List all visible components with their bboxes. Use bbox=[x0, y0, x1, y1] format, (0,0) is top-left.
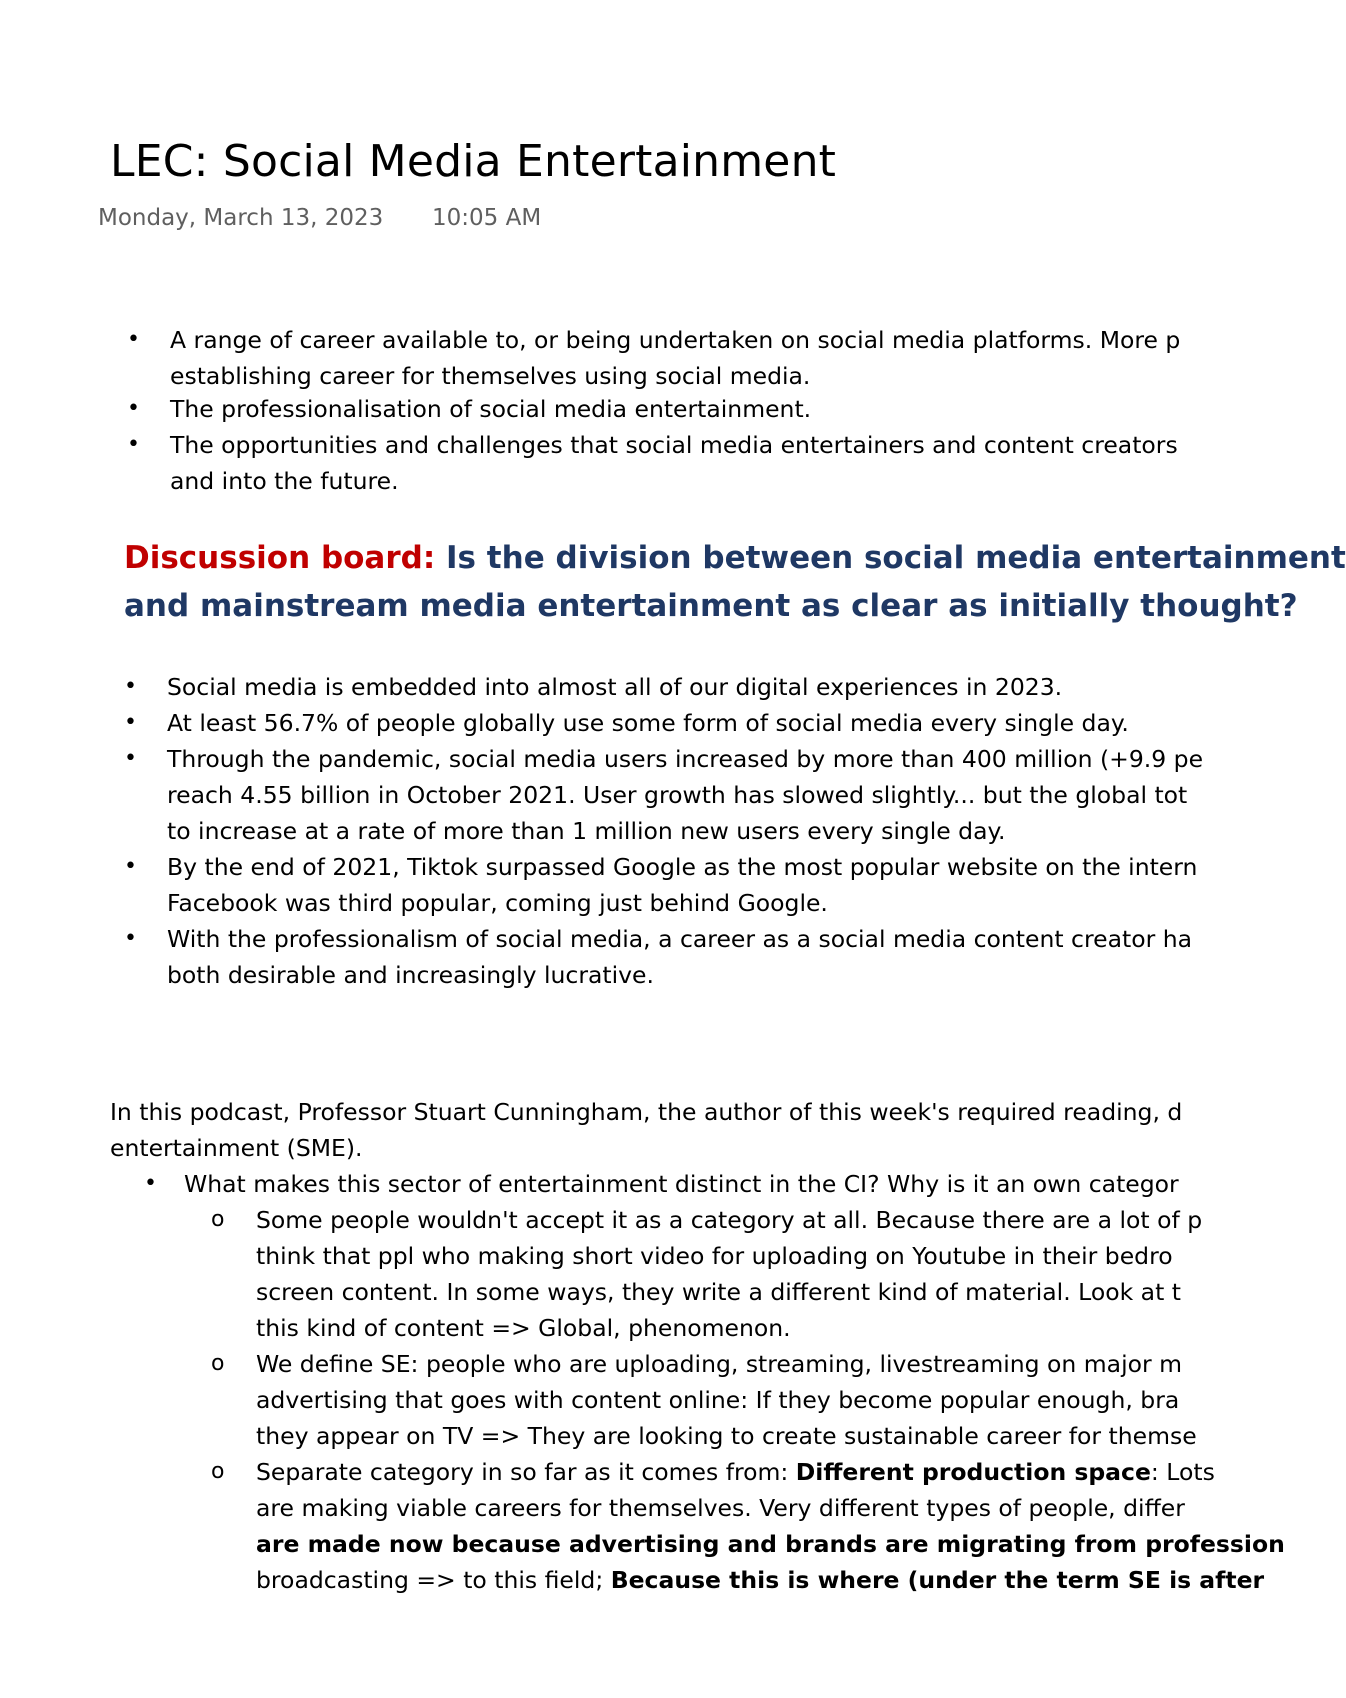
list-item: o Some people wouldn't accept it as a category at all. Because there are a lot of p think that ppl who making short video for uploading on Youtube in their bedro screen content. In some ways, they write a different kind of material. Look at t this kind of content => Global, phenomenon. bbox=[256, 1202, 1285, 1346]
list-item: • The professionalisation of social media entertainment. bbox=[170, 391, 1180, 427]
podcast-sub-list bbox=[211, 1202, 1285, 1594]
bullet-icon: • bbox=[124, 854, 137, 879]
bullet-icon: • bbox=[127, 432, 140, 457]
note-time: 10:05 AM bbox=[432, 205, 542, 231]
note-date: Monday, March 13, 2023 bbox=[98, 205, 384, 231]
bullet-icon: • bbox=[144, 1171, 157, 1196]
podcast-section bbox=[110, 1094, 1285, 1594]
podcast-intro-line2: entertainment (SME). bbox=[110, 1134, 363, 1162]
bullet-icon: • bbox=[127, 396, 140, 421]
bullet-icon: • bbox=[124, 926, 137, 951]
discussion-label: Discussion board: bbox=[124, 540, 436, 576]
list-item: • At least 56.7% of people globally use some form of social media every single day. bbox=[167, 705, 1203, 741]
discussion-question-line1: Is the division between social media entertainment bbox=[435, 540, 1346, 576]
discussion-heading bbox=[124, 534, 1346, 630]
list-item: o Separate category in so far as it comes from: Different production space: Lots are making viable careers for themselves. Very different types of people, differ are made now because advertising and brands are migrating from profession broadcasting => to this field; Because this is where (under the term SE is after bbox=[256, 1454, 1285, 1580]
list-item: o We define SE: people who are uploading, streaming, livestreaming on major m advertising that goes with content online: If they become popular enough, bra they appear on TV => They are looking to create sustainable career for themse bbox=[256, 1346, 1285, 1454]
discussion-question-line2: and mainstream media entertainment as clear as initially thought? bbox=[124, 588, 1298, 624]
bullet-icon: • bbox=[124, 746, 137, 771]
podcast-question-list bbox=[144, 1166, 1285, 1594]
list-item: • Through the pandemic, social media users increased by more than 400 million (+9.9 pe reach 4.55 billion in October 2021. User growth has slowed slightly... but the global tot to increase at a rate of more than 1 million new users every single day. bbox=[167, 741, 1203, 849]
circle-bullet-icon: o bbox=[211, 1459, 225, 1484]
list-item: • The opportunities and challenges that social media entertainers and content creators and into the future. bbox=[170, 427, 1180, 499]
cut-off-line: broadcasting => to this field; Because this is where (under the term SE is after bbox=[256, 1566, 1265, 1594]
bullet-icon: • bbox=[124, 674, 137, 699]
list-item: • Social media is embedded into almost all of our digital experiences in 2023. bbox=[167, 669, 1203, 705]
list-item: • A range of career available to, or being undertaken on social media platforms. More p establishing career for themselves using social media. bbox=[170, 322, 1180, 394]
circle-bullet-icon: o bbox=[211, 1351, 225, 1376]
list-item: • With the professionalism of social media, a career as a social media content creator ha both desirable and increasingly lucrative. bbox=[167, 921, 1203, 993]
podcast-question: What makes this sector of entertainment distinct in the CI? Why is it an own categor bbox=[184, 1170, 1179, 1198]
bullet-icon: • bbox=[124, 710, 137, 735]
list-item bbox=[144, 1166, 1285, 1594]
stats-bullet-list bbox=[124, 669, 1204, 993]
podcast-intro-line1: In this podcast, Professor Stuart Cunningham, the author of this week's required reading, d bbox=[110, 1098, 1183, 1126]
intro-bullet-list bbox=[127, 322, 1181, 499]
page-title: LEC: Social Media Entertainment bbox=[110, 136, 837, 187]
list-item: • By the end of 2021, Tiktok surpassed Google as the most popular website on the intern Facebook was third popular, coming just behind Google. bbox=[167, 849, 1203, 921]
circle-bullet-icon: o bbox=[211, 1207, 225, 1232]
bullet-icon: • bbox=[127, 327, 140, 352]
